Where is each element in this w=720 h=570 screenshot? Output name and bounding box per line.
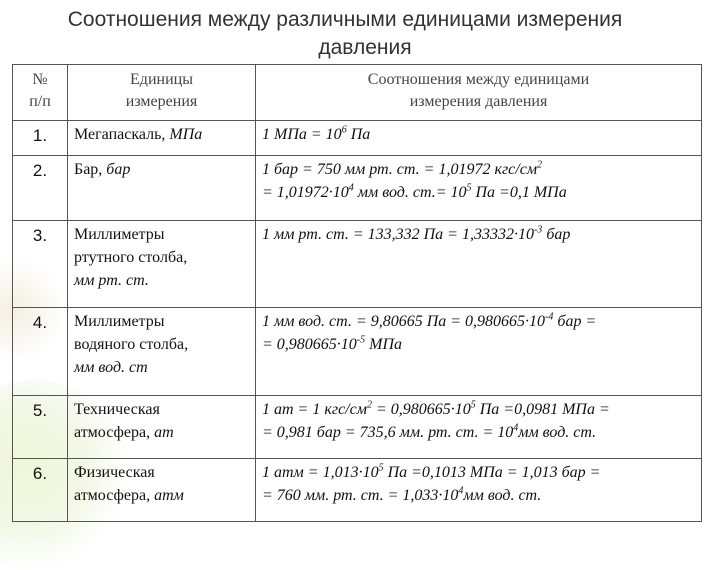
unit-cell bbox=[68, 396, 256, 459]
page-title bbox=[0, 6, 720, 62]
header-units-line1: Единицы bbox=[130, 71, 193, 88]
relation-text: мм вод. ст.= 10 bbox=[353, 184, 467, 201]
relation-exponent: 4 bbox=[513, 422, 519, 434]
header-number-line2: п/п bbox=[29, 93, 51, 110]
relation-text: бар = bbox=[553, 313, 597, 330]
relation-exponent: 5 bbox=[378, 462, 384, 474]
unit-abbr: мм вод. ст bbox=[74, 359, 148, 376]
header-units-line2: измерения bbox=[125, 93, 198, 110]
relation-exponent: 4 bbox=[458, 485, 464, 497]
table-row bbox=[13, 221, 702, 308]
unit-name: атмосфера, bbox=[74, 487, 155, 504]
relation-line bbox=[262, 421, 695, 444]
header-relations bbox=[256, 65, 702, 121]
relation-text: = 0,980665·10 bbox=[262, 336, 357, 353]
relation-text: Па bbox=[346, 126, 371, 143]
pressure-units-table bbox=[12, 64, 702, 522]
header-relations-line2: измерения давления bbox=[409, 93, 548, 110]
relation-text: Па =0,0981 МПа = bbox=[475, 401, 610, 418]
unit-name: Техническая bbox=[74, 401, 160, 418]
relation-text: = 0,980665·10 bbox=[371, 401, 471, 418]
unit-abbr: атм bbox=[154, 487, 184, 504]
table-row bbox=[13, 308, 702, 396]
relation-text: 1 мм рт. ст. = 133,332 Па = 1,33332·10 bbox=[262, 226, 534, 243]
table-row bbox=[13, 121, 702, 156]
relation-cell bbox=[256, 156, 702, 221]
relation-text: = 760 мм. рт. ст. = 1,033·10 bbox=[262, 487, 459, 504]
unit-name: водяного столба, bbox=[74, 336, 189, 353]
relation-text: мм вод. ст. bbox=[463, 487, 542, 504]
relation-exponent: 2 bbox=[366, 399, 372, 411]
unit-abbr: ат bbox=[154, 424, 174, 441]
header-relations-line1: Соотношения между единицами bbox=[367, 71, 590, 88]
relation-text: 1 мм вод. ст. = 9,80665 Па = 0,980665·10 bbox=[262, 313, 546, 330]
relation-line bbox=[262, 310, 695, 333]
relation-exponent: 4 bbox=[348, 182, 354, 194]
relation-exponent: -5 bbox=[356, 334, 366, 346]
relation-line bbox=[262, 333, 695, 356]
title-line-2: давления bbox=[318, 36, 412, 59]
relation-line bbox=[262, 158, 695, 181]
table-header-row bbox=[13, 65, 702, 121]
unit-abbr: мм рт. ст. bbox=[74, 272, 149, 289]
relation-exponent: 2 bbox=[537, 159, 543, 171]
relation-text: бар bbox=[542, 226, 571, 243]
relation-text: 1 МПа = 10 bbox=[262, 126, 342, 143]
relation-line bbox=[262, 181, 695, 204]
title-line-1: Соотношения между различными единицами измерения bbox=[67, 8, 623, 31]
unit-name: Миллиметры bbox=[74, 226, 165, 243]
unit-cell bbox=[68, 459, 256, 522]
unit-abbr: бар bbox=[106, 161, 131, 178]
unit-cell bbox=[68, 221, 256, 308]
relation-text: Па =0,1 МПа bbox=[471, 184, 567, 201]
row-number: 4. bbox=[13, 308, 68, 396]
relation-cell bbox=[256, 221, 702, 308]
relation-text: = 0,981 бар = 735,6 мм. рт. ст. = 10 bbox=[262, 424, 514, 441]
unit-name: Миллиметры bbox=[74, 313, 165, 330]
table-row bbox=[13, 459, 702, 522]
row-number: 5. bbox=[13, 396, 68, 459]
relation-text: 1 атм = 1,013·10 bbox=[262, 464, 379, 481]
table-row bbox=[13, 156, 702, 221]
unit-name-line bbox=[74, 484, 249, 507]
unit-abbr: МПа bbox=[169, 126, 203, 143]
relation-text: МПа bbox=[365, 336, 403, 353]
row-number: 2. bbox=[13, 156, 68, 221]
header-number-line1: № bbox=[32, 71, 48, 88]
relation-cell bbox=[256, 121, 702, 156]
relation-text: Па =0,1013 МПа = 1,013 бар = bbox=[383, 464, 601, 481]
relation-line bbox=[262, 484, 695, 507]
unit-name: Физическая bbox=[74, 464, 155, 481]
relation-cell bbox=[256, 396, 702, 459]
relation-exponent: 6 bbox=[341, 124, 347, 136]
unit-name: Мегапаскаль, bbox=[74, 126, 170, 143]
relation-exponent: -3 bbox=[533, 224, 543, 236]
unit-name: ртутного столба, bbox=[74, 249, 188, 266]
header-number bbox=[13, 65, 68, 121]
row-number: 1. bbox=[13, 121, 68, 156]
relation-exponent: 5 bbox=[470, 399, 476, 411]
table-row bbox=[13, 396, 702, 459]
relation-cell bbox=[256, 308, 702, 396]
relation-line bbox=[262, 398, 695, 421]
unit-name: атмосфера, bbox=[74, 424, 155, 441]
relation-text: 1 бар = 750 мм рт. ст. = 1,01972 кгс/см bbox=[262, 161, 538, 178]
unit-cell bbox=[68, 308, 256, 396]
relation-line bbox=[262, 461, 695, 484]
relation-text: = 1,01972·10 bbox=[262, 184, 349, 201]
header-units bbox=[68, 65, 256, 121]
row-number: 6. bbox=[13, 459, 68, 522]
relation-text: 1 ат = 1 кгс/см bbox=[262, 401, 367, 418]
row-number: 3. bbox=[13, 221, 68, 308]
relation-exponent: 5 bbox=[466, 182, 472, 194]
unit-cell bbox=[68, 121, 256, 156]
unit-name-line bbox=[74, 421, 249, 444]
relation-text: мм вод. ст. bbox=[518, 424, 597, 441]
relation-cell bbox=[256, 459, 702, 522]
relation-exponent: -4 bbox=[545, 311, 554, 323]
unit-name: Бар, bbox=[74, 161, 107, 178]
unit-cell bbox=[68, 156, 256, 221]
